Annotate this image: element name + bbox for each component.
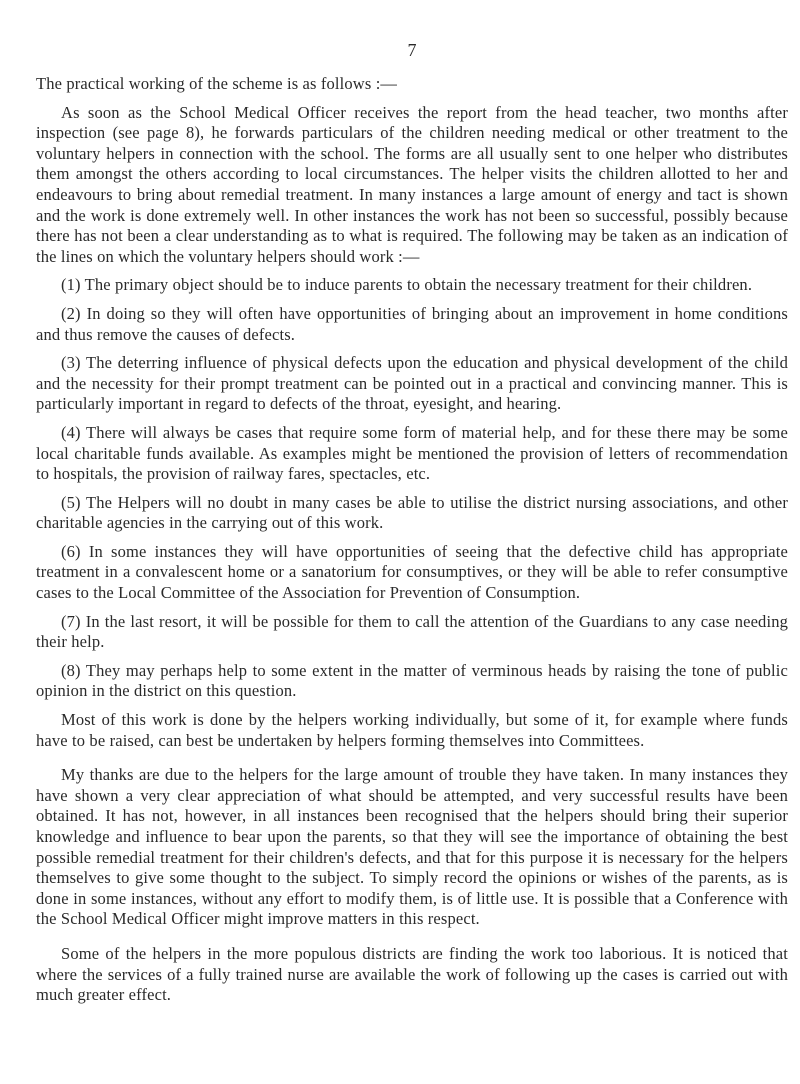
list-item-4: (4) There will always be cases that require some form of material help, and for these there may be some local charitable funds available. As examples might be mentioned the provision of letters of recommendation to hospitals, the provision of railway fares, spectacles, etc. [36,422,788,484]
paragraph-committees: Most of this work is done by the helpers working individually, but some of it, for example where funds have to be raised, can best be undertaken by helpers forming themselves into Committees. [36,710,788,750]
body-text [36,74,788,1014]
intro-paragraph: The practical working of the scheme is as follows :— [36,74,398,93]
document-page [36,0,788,1084]
list-item-5: (5) The Helpers will no doubt in many cases be able to utilise the district nursing associations, and other charitable agencies in the carrying out of this work. [36,492,788,533]
list-item-1: (1) The primary object should be to induce parents to obtain the necessary treatment for their children. [61,275,753,295]
list-item-7: (7) In the last resort, it will be possible for them to call the attention of the Guardians to any case needing their help. [36,611,788,652]
list-item-6: (6) In some instances they will have opportunities of seeing that the defective child has appropriate treatment in a convalescent home or a sanatorium for consumptives, or they will be able to refer consumptive cases to the Local Committee of the Association for Prevention of Consumption. [36,541,788,603]
paragraph-populous-districts: Some of the helpers in the more populous districts are finding the work too laborious. It is noticed that where the services of a fully trained nurse are available the work of following up the cases is carried out with much greater effect. [36,943,788,1005]
paragraph-procedure: As soon as the School Medical Officer receives the report from the head teacher, two months after inspection (see page 8), he forwards particulars of the children needing medical or other treatment to the voluntary helpers in connection with the school. The forms are all usually sent to one helper who distributes them amongst the others according to local circumstances. The helper visits the children allotted to her and endeavours to bring about remedial treatment. In many instances a large amount of energy and tact is shown and the work is done extremely well. In other instances the work has not been so successful, possibly because there has not been a clear understanding as to what is required. The following may be taken as an indication of the lines on which the voluntary helpers should work :— [36,102,788,266]
list-item-8: (8) They may perhaps help to some extent in the matter of verminous heads by raising the tone of public opinion in the district on this question. [36,660,788,701]
list-item-2: (2) In doing so they will often have opportunities of bringing about an improvement in home conditions and thus remove the causes of defects. [36,303,788,344]
paragraph-thanks: My thanks are due to the helpers for the large amount of trouble they have taken. In many instances they have shown a very clear appreciation of what should be attempted, and very successful results have been obtained. It has not, however, in all instances been recognised that the helpers should bring their superior knowledge and influence to bear upon the parents, so that they will see the importance of obtaining the best possible remedial treatment for their children's defects, and that for this purpose it is necessary for the helpers themselves to give some thought to the subject. To simply record the opinions or wishes of the parents, as is done in some instances, without any effort to modify them, is of little use. It is possible that a Conference with the School Medical Officer might improve matters in this respect. [36,765,788,929]
page-number: 7 [407,40,417,60]
list-item-3: (3) The deterring influence of physical defects upon the education and physical development of the child and the necessity for their prompt treatment can be pointed out in a practical and convincing manner. This is particularly important in regard to defects of the throat, eyesight, and hearing. [36,353,788,414]
